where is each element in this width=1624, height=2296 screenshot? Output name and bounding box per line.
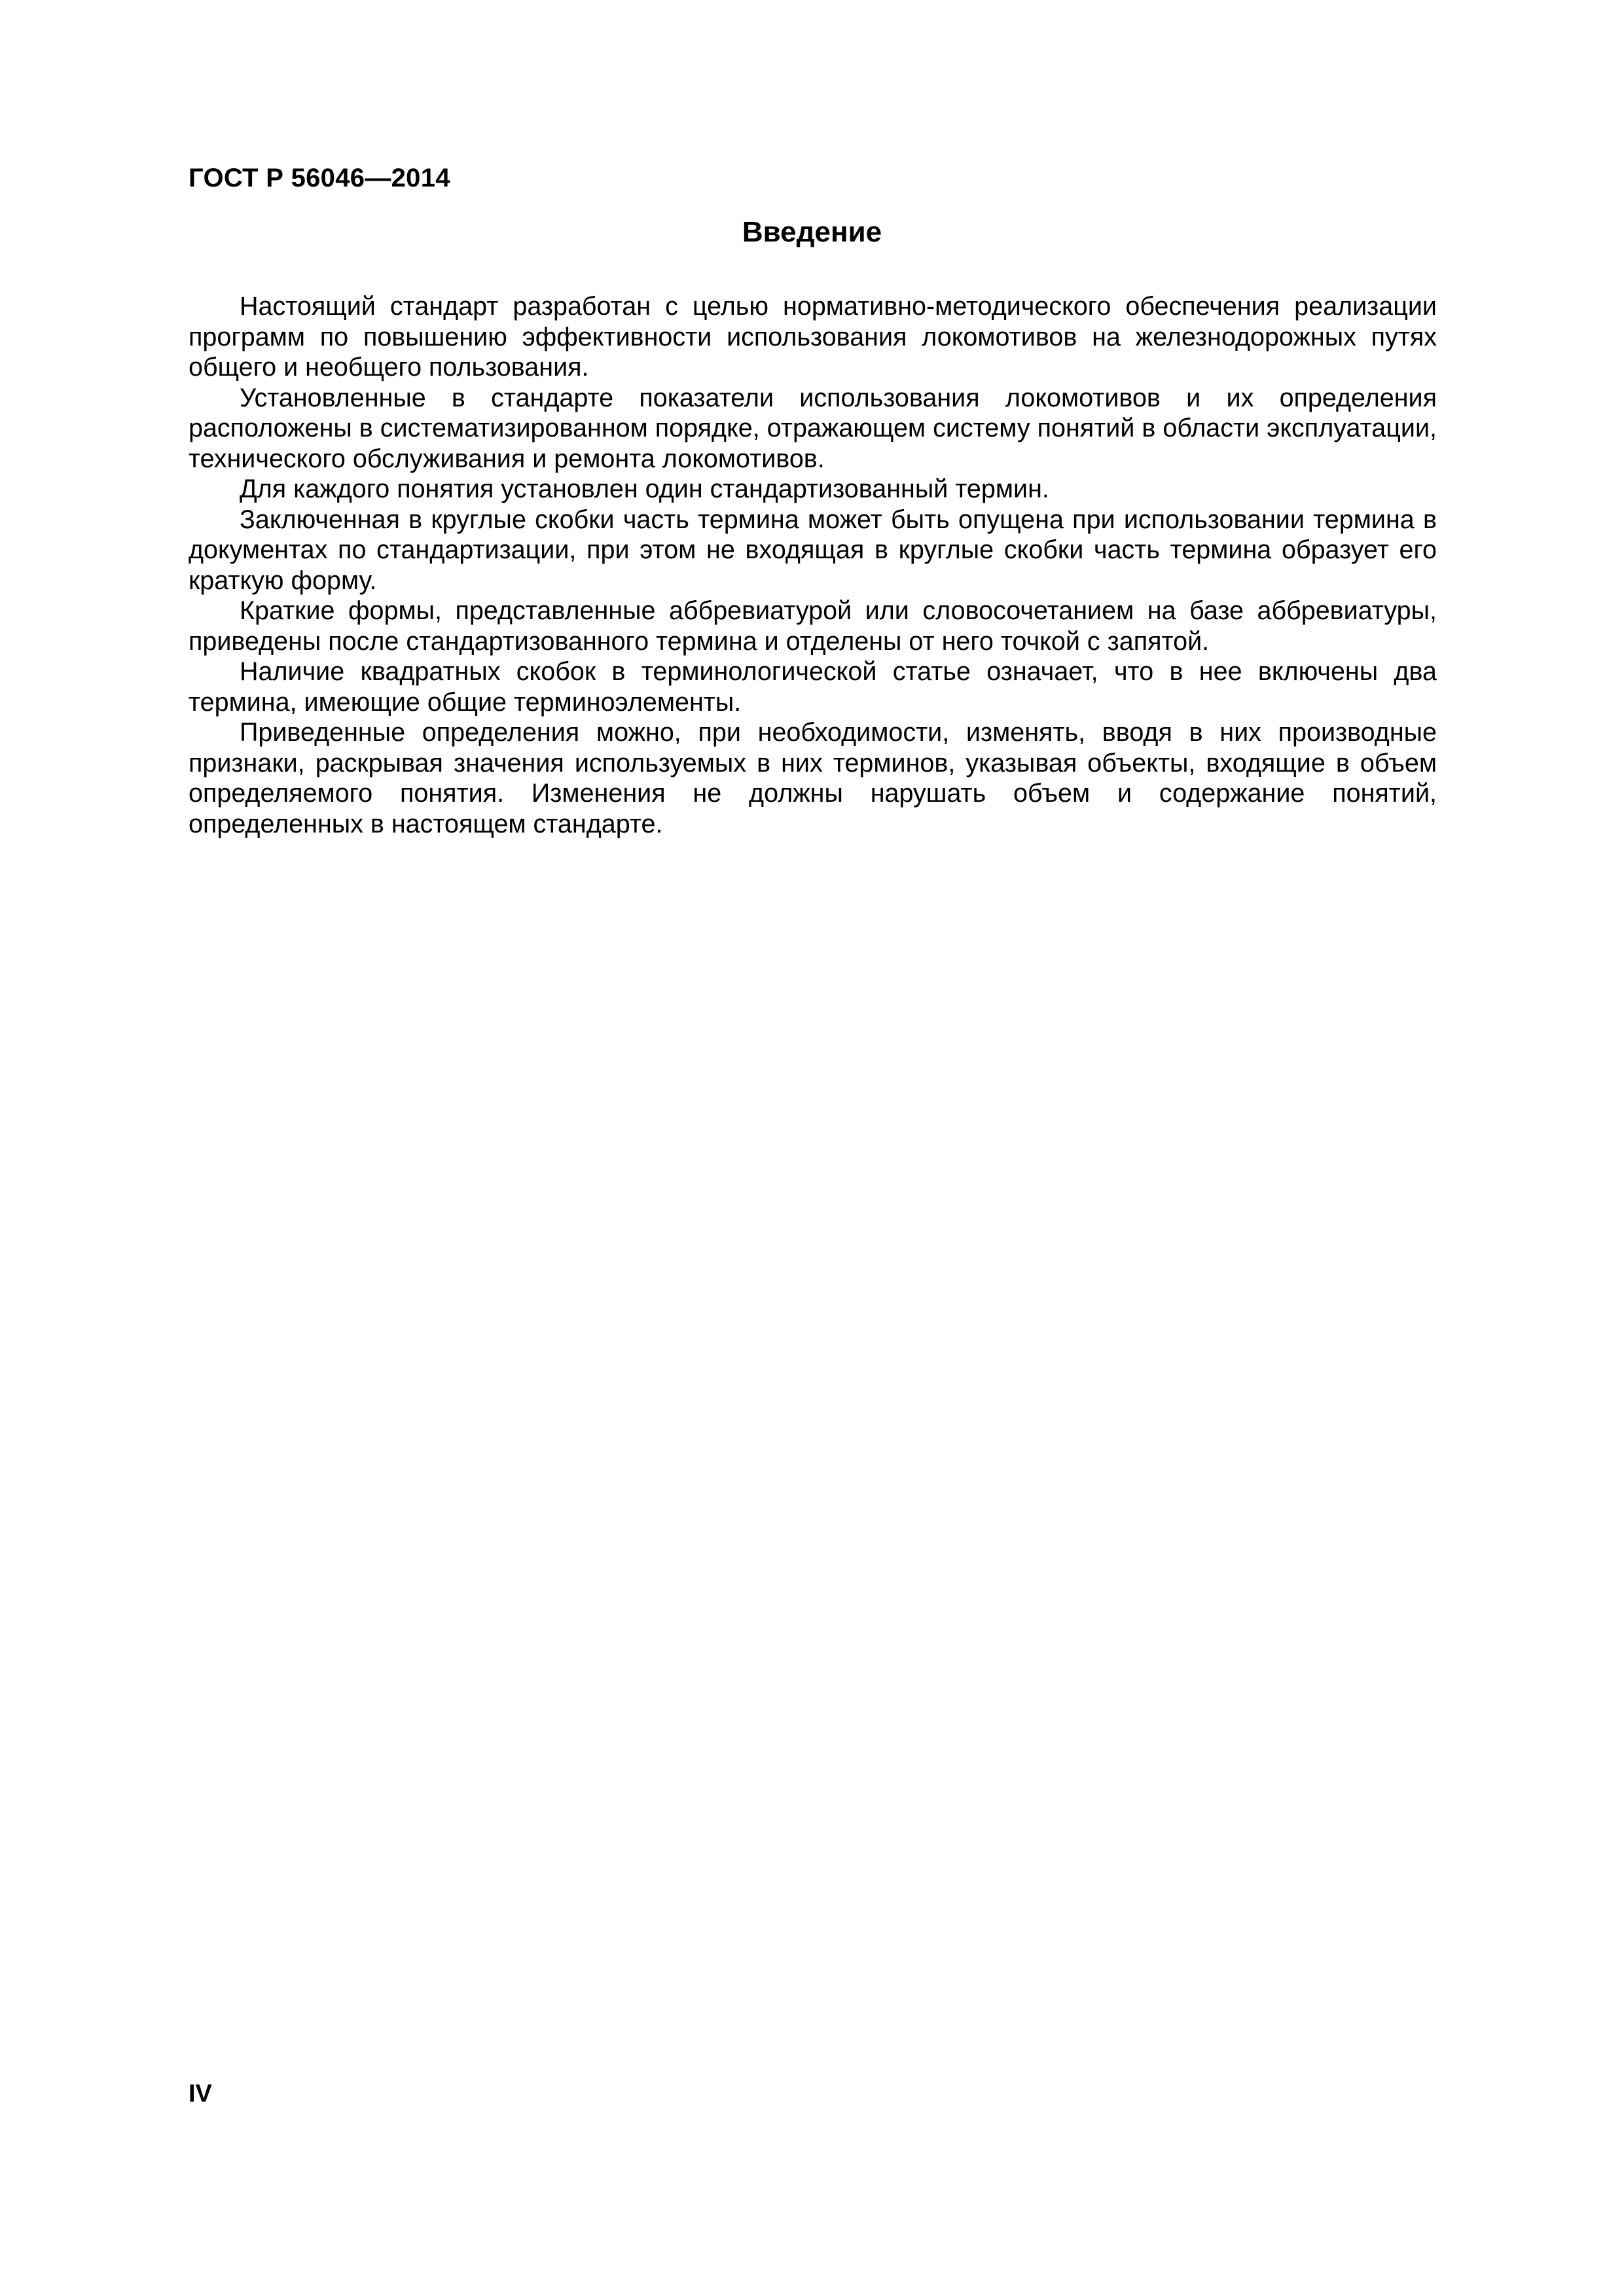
- paragraph: Для каждого понятия установлен один стандартизованный термин.: [240, 475, 1049, 503]
- paragraph: Установленные в стандарте показатели использования локомотивов и их определения расположены в систематизированном порядке, отражающем систему понятий в области эксплуатации, технического обслуживания и ремонта локомотивов.: [189, 383, 1437, 473]
- paragraph: Заключенная в круглые скобки часть термина может быть опущена при использовании термина в документах по стандартизации, при этом не входящая в круглые скобки часть термина образует его краткую форму.: [189, 505, 1437, 595]
- paragraph: Настоящий стандарт разработан с целью нормативно-методического обеспечения реализации программ по повышению эффективности использования локомотивов на железнодорожных путях общего и необщего пользования.: [189, 292, 1437, 382]
- paragraph: Краткие формы, представленные аббревиатурой или словосочетанием на базе аббревиатуры, приведены после стандартизованного термина и отделены от него точкой с запятой.: [189, 596, 1437, 656]
- section-title-introduction: Введение: [742, 216, 882, 248]
- paragraph: Наличие квадратных скобок в терминологической статье означает, что в нее включены два термина, имеющие общие терминоэлементы.: [189, 657, 1437, 717]
- introduction-body: [189, 291, 1437, 839]
- standard-designation-header: ГОСТ Р 56046—2014: [189, 164, 450, 192]
- page-number: IV: [189, 2080, 212, 2108]
- paragraph: Приведенные определения можно, при необходимости, изменять, вводя в них производные признаки, раскрывая значения используемых в них терминов, указывая объекты, входящие в объем определяемого понятия. Изменения не должны нарушать объем и содержание понятий, определенных в настоящем стандарте.: [189, 718, 1437, 838]
